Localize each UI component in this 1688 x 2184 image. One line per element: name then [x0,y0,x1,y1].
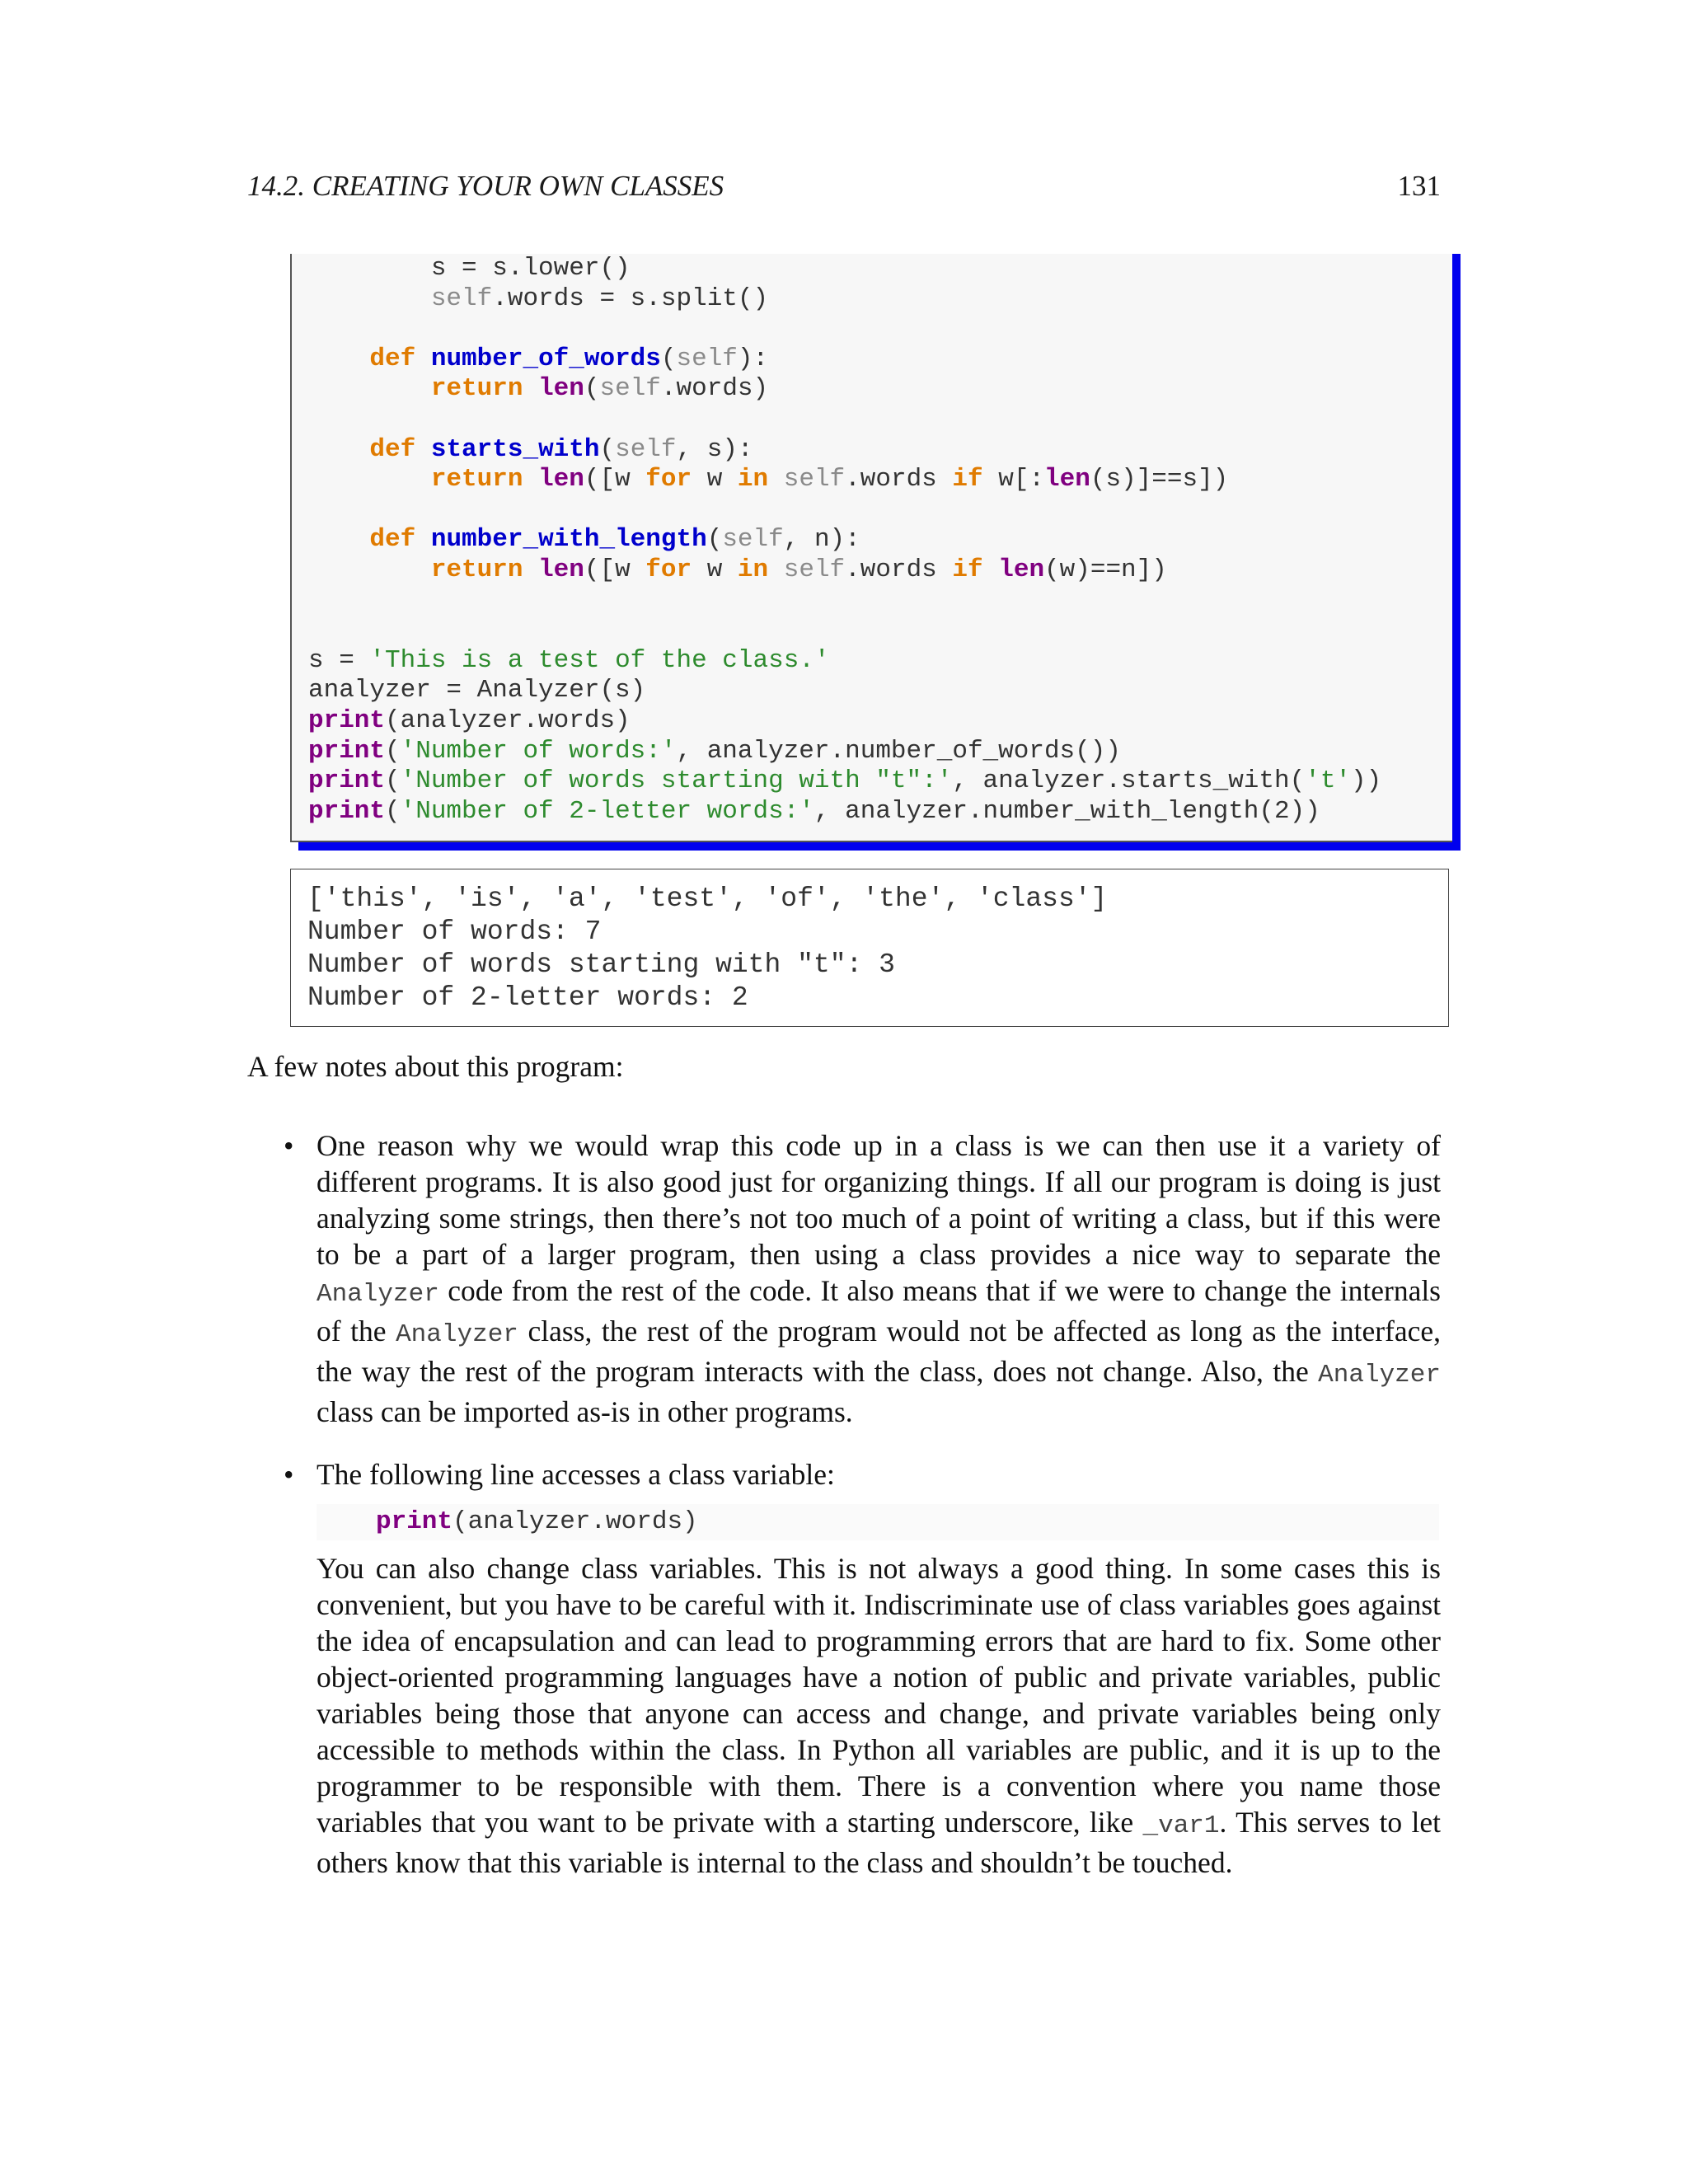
code-token: starts_with [430,434,600,464]
code-token [415,435,431,464]
code-token: len [538,555,584,584]
code-token: 't' [1305,766,1352,796]
code-token [523,465,538,494]
note-text: code from the rest of the code. It also means that if we were to change the internals of the [316,1274,1441,1347]
output-line: ['this', 'is', 'a', 'test', 'of', 'the', 'class'] [307,883,1108,914]
code-line [308,284,768,313]
code-token: len [1044,465,1090,494]
code-token: 'Number of words starting with "t":' [400,766,953,796]
list-item [247,1456,1441,1881]
code-token [415,344,431,373]
code-token: .words = s.split() [492,284,769,313]
code-token: len [998,555,1045,584]
code-token [308,374,431,403]
code-token: ): [737,344,769,373]
code-token: if [952,555,983,584]
code-token: number_with_length [430,525,707,555]
code-token: len [538,465,584,494]
code-token: self [599,374,661,404]
code-token [768,555,784,584]
code-token: self [676,344,738,373]
code-token: in [737,465,769,494]
code-token [308,525,369,554]
code-token: .words [845,555,953,584]
code-token: self [783,465,846,494]
code-line [308,374,768,403]
code-token: (s)]==s]) [1090,465,1229,494]
code-token: print [308,796,386,826]
code-token: in [737,555,769,584]
code-token: print [308,705,386,735]
note-text: You can also change class variables. This is not always a good thing. In some cases this is convenient, but you have to be careful with it. Indiscriminate use of class variables goes against the idea of encapsulation and can lead to programming errors that are hard to fix. Some other object-oriented programming languages have a notion of public and private variables, public variables being those that anyone can access and change, and private variables being only accessible to methods within the class. In Python all variables are public, and it is up to the programmer to be responsible with them. There is a convention where you name those variables that you want to be private with a starting underscore, like [316,1552,1441,1839]
inline-code: Analyzer [396,1320,518,1349]
code-token: , analyzer.number_with_length(2)) [814,796,1320,826]
code-token: ( [385,766,401,796]
code-token: def [369,344,416,373]
bullet-mark: • [284,1129,294,1162]
code-token [308,555,431,584]
code-line [308,797,1320,826]
code-token: def [369,525,416,555]
code-token: (analyzer.words) [385,705,631,735]
code-line [308,737,1121,766]
note-lead: The following line accesses a class variable: [316,1458,835,1491]
section-title: 14.2. CREATING YOUR OWN CLASSES [247,170,724,202]
code-line [308,555,1167,584]
bullet-mark: • [284,1458,294,1491]
code-token [983,555,999,584]
code-token: ( [584,374,600,404]
note-text: class, the rest of the program would not be affected as long as the interface, the way the rest of the program interacts with the class, does not change. Also, the [316,1315,1441,1388]
code-rest: (analyzer.words) [452,1507,698,1536]
running-header [247,170,1441,203]
list-item [247,1127,1441,1430]
inline-code: Analyzer [316,1280,439,1309]
code-token: s = [308,645,370,675]
page-number: 131 [1397,170,1441,202]
code-token: ( [660,344,677,373]
inline-code: _var1 [1142,1811,1220,1840]
code-line [308,465,1228,494]
code-token: return [430,555,523,584]
output-line: Number of words: 7 [307,916,602,947]
code-token: self [615,434,677,464]
code-token [308,284,431,313]
code-token: ([w [584,555,646,584]
code-token: self [722,525,784,555]
code-token [308,435,369,464]
notes-list [247,1127,1441,1881]
code-token: ( [385,796,401,826]
code-line [308,706,631,735]
code-token: .words [845,465,953,494]
code-listing-text [308,254,1381,827]
code-token [308,344,369,373]
code-token [308,465,431,494]
code-keyword: print [376,1507,453,1536]
code-line [308,766,1381,795]
code-token: ( [385,736,401,766]
code-token: return [430,465,523,494]
code-token: self [430,284,493,313]
code-token: for [645,555,692,584]
code-line [308,525,860,554]
output-line: Number of words starting with "t": 3 [307,949,895,980]
code-token: .words) [660,374,769,404]
code-token [523,374,538,403]
code-token: , s): [676,434,753,464]
code-token: print [308,766,386,796]
code-token: for [645,465,692,494]
code-token [523,555,538,584]
code-token: )) [1351,766,1382,796]
code-token: analyzer = Analyzer(s) [308,676,646,705]
code-listing [290,254,1452,842]
notes-intro: A few notes about this program: [247,1050,624,1083]
code-token: ( [599,434,616,464]
code-token: w[: [982,465,1045,494]
code-line [308,676,645,705]
code-token: 'Number of 2-letter words:' [400,796,814,826]
code-token: ( [706,525,723,555]
code-token: 'Number of words:' [400,736,677,766]
code-token: ([w [584,465,646,494]
code-line [308,344,768,373]
code-token: self [783,555,846,584]
code-token: return [430,374,523,404]
code-token: (w)==n]) [1044,555,1167,584]
code-token: def [369,434,416,464]
code-token: , analyzer.starts_with( [952,766,1306,796]
code-line [308,435,753,464]
code-token: , analyzer.number_of_words()) [676,736,1121,766]
inline-code: Analyzer [1318,1361,1441,1390]
note-paragraph [316,1550,1441,1881]
code-token: if [952,465,983,494]
code-token: w [692,555,738,584]
note-text: One reason why we would wrap this code up in a class is we can then use it a variety of different programs. It is also good just for organizing things. If all our program is doing is just analyzing some strings, then there’s not too much of a point of writing a class, but if this were to be a part of a larger program, then using a class provides a nice way to separate the [316,1129,1441,1271]
output-line: Number of 2-letter words: 2 [307,982,748,1013]
code-token: 'This is a test of the class.' [369,645,830,675]
code-snippet [316,1504,1439,1540]
program-output-text [307,883,1107,1015]
code-token: print [308,736,386,766]
code-token: number_of_words [430,344,661,373]
code-token [415,525,431,554]
code-token: , n): [783,525,860,555]
note-text: class can be imported as-is in other programs. [316,1395,853,1428]
note-text: . This serves to let others know that this variable is internal to the class and shouldn’t be touched. [316,1806,1441,1879]
code-token [768,465,784,494]
code-line [308,254,631,283]
program-output [290,869,1449,1027]
code-token: s = s.lower() [308,254,631,283]
code-token: len [538,374,584,404]
code-token: w [692,465,738,494]
code-line [308,646,830,675]
